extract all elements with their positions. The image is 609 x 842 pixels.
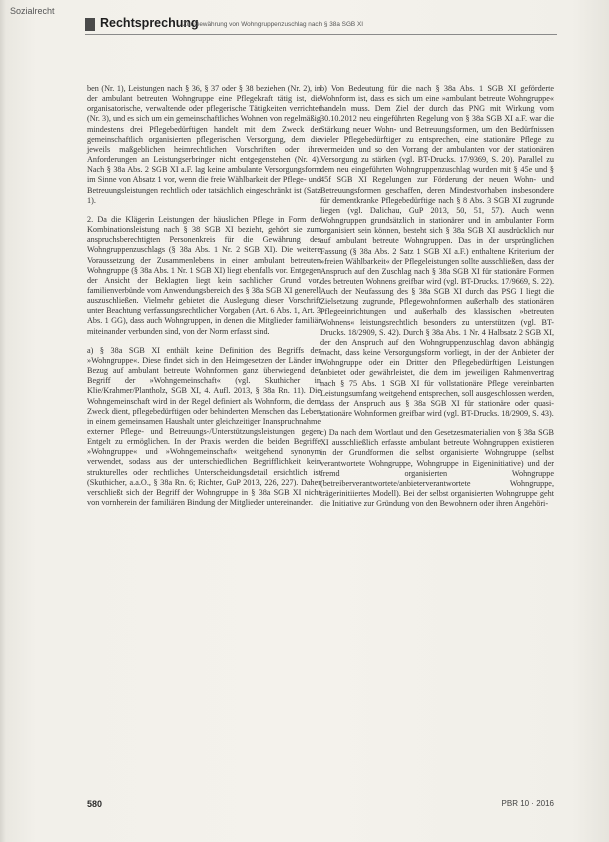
header-marker bbox=[85, 18, 95, 31]
paragraph: 2. Da die Klägerin Leistungen der häuslichen Pflege in Form der Kombinationsleistung nach § 38 SGB XI bezieht, gehört sie zum anspruchsberechtigten Personenkreis für die Gewährung des Wohngruppenzuschlags (§ 38a Abs. 1 Nr. 2 SGB XI). Die weitere Voraussetzung der Zusammenlebens in einer ambulant betreuten Wohngruppe (§ 38a Abs. 1 Nr. 1 SGB XI) liegt ebenfalls vor. Entgegen der Ansicht der Beklagten liegt kein sachlicher Grund vor, familienverbünde vom Anwendungsbereich des § 38a SGB XI generell auszuschließen. Vielmehr gebietet die Auslegung dieser Vorschrift unter Beachtung verfassungsrechtlicher Vorgaben (Art. 6 Abs. 1, Art. 3 Abs. 1 GG), dass auch Wohngruppen, in denen die Mitglieder familiär miteinander verbunden sind, von der Norm erfasst sind. bbox=[87, 214, 321, 336]
page-number: 580 bbox=[87, 799, 103, 809]
right-column bbox=[320, 84, 554, 518]
page-title: Rechtsprechung bbox=[100, 16, 199, 30]
paragraph: c) Da nach dem Wortlaut und den Gesetzesmaterialien von § 38a SGB XI ausschließlich erfasste ambulant betreute Wohngruppen existieren in der Grundformen die selbst organisierte Wohngruppe (selbst verantwortete Wohngruppe, Wohngruppe in Eigeninitiative) und der fremd organisierten Wohngruppe (betreiberverantwortete/anbieterverantwortete Wohngruppe, trägerinitiiertes Modell). Bei der selbst organisierten Wohngruppe geht die Initiative zur Gründung von den Bewohnern oder ihren Angehöri- bbox=[320, 428, 554, 509]
paragraph: a) § 38a SGB XI enthält keine Definition des Begriffs der »Wohngruppe«. Diese findet sich in den Heimgesetzen der Länder in Bezug auf ambulant betreute Wohnformen ganz überwiegend der Begriff der »Wohngemeinschaft« (vgl. Skuthicher in Klie/Krahmer/Plantholz, SGB XI, 4. Aufl. 2013, § 38a Rn. 11). Die Wohngemeinschaft wird in der Regel definiert als Wohnform, die dem Zweck dient, pflegebedürftigen oder behinderten Menschen das Leben in einem gemeinsamen Haushalt unter gleichzeitiger Inanspruchnahme externer Pflege- und Betreuungs-/Unterstützungsleistungen gegen Entgelt zu ermöglichen. In der Praxis werden die beiden Begriffe »Wohngruppe« und »Wohngemeinschaft« weitgehend synonym verwendet, sodass aus der unterschiedlichen Begrifflichkeit kein strukturelles oder rechtliches Unterscheidungsdetail ersichtlich ist (Skuthicher, a.a.O., § 38a Rn. 6; Richter, GuP 2013, 226, 227). Daher verschließt sich der Begriff der Wohngruppe in § 38a SGB XI nicht von vornherein der familiären Bindung der Mitglieder untereinander. bbox=[87, 345, 321, 508]
left-column bbox=[87, 84, 321, 517]
section-label: Sozialrecht bbox=[10, 6, 55, 16]
spine-shadow bbox=[0, 0, 6, 842]
paragraph: b) Von Bedeutung für die nach § 38a Abs. 1 SGB XI geförderte Wohnform ist, dass es sich um eine »ambulant betreute Wohngruppe« handeln muss. Dem Ziel der durch das PNG mit Wirkung vom 30.10.2012 neu eingeführten Regelung von § 38a SGB XI a.F. war die Stärkung neuer Wohn- und Betreuungsformen, um den Bedürfnissen vieler Pflegebedürftiger zu entsprechen, eine stationäre Pflege zu vermeiden und so den Vorrang der ambulanten vor der stationären Versorgung zu stärken (vgl. BT-Drucks. 17/9369, S. 20). Parallel zu dem neu eingeführten Wohngruppenzuschlag wurden mit § 45e und § 45f SGB XI Regelungen zur Förderung der neuen Wohn- und Betreuungsformen geschaffen, deren Mindestvorhaben insbesondere für dementkranke Pflegebedürftige nach § 8 Abs. 3 SGB XI zugrunde liegen (vgl. Dalichau, GuP 2013, 50, 51, 57). Auch wenn Wohngruppen grundsätzlich in stationärer und in ambulanter Form organisiert sein können, besteht sich § 38a SGB XI ausdrücklich nur auf ambulant betreute Wohngruppen. Das in der ursprünglichen Fassung (§ 38a Abs. 2 Satz 1 SGB XI a.F.) enthaltene Kriterium der »freien Wählbarkeit« der Pflegeleistungen sollte ausschließen, dass der Anspruch auf den Zuschlag nach § 38a SGB XI für stationäre Formen des betreuten Wohnens greifbar wird (vgl. BT-Drucks. 17/9669, S. 22). Auch der Neufassung des § 38a SGB XI durch das PSG I liegt die Zielsetzung zugrunde, Pflegewohnformen außerhalb des stationären Pflegeeinrichtungen und außerhalb des klassischen »betreuten Wohnens« leistungsrechtlich besonders zu unterstützen (vgl. BT-Drucks. 18/2909, S. 42). Durch § 38a Abs. 1 Nr. 4 Halbsatz 2 SGB XI, der den Anspruch auf den Wohngruppenzuschlag davon abhängig macht, dass keine Versorgungsform vorliegt, in der der Anbieter der Wohngruppe oder ein Dritter den Pflegebedürftigen Leistungen anbietet oder gewährleistet, die dem im jeweiligen Rahmenvertrag nach § 75 Abs. 1 SGB XI für vollstationäre Pflege vereinbarten Leistungsumfang weitgehend entsprechen, soll ausgeschlossen werden, dass der Anspruch aus § 38a SGB XI für stationäre oder quasi-stationäre Wohnformen greifbar wird (vgl. BT-Drucks. 18/2909, S. 43). bbox=[320, 84, 554, 418]
journal-reference: PBR 10 · 2016 bbox=[501, 799, 554, 808]
paragraph: ben (Nr. 1), Leistungen nach § 36, § 37 oder § 38 beziehen (Nr. 2), in der ambulant betreuten Wohngruppe eine Pflegekraft tätig ist, die organisatorische, verwaltende oder pflegerische Tätigkeiten verrichtet (Nr. 3), und es sich um ein gemeinschaftliches Wohnen von regelmäßig mindestens drei Pflegebedürftigen handelt mit dem Zweck der gemeinschaftlich organisierten pflegerischen Versorgung, dem die jeweils maßgeblichen heimrechtlichen Vorschriften oder ihre Anforderungen an Leistungserbringer nicht entgegenstehen (Nr. 4). Nach § 38a Abs. 2 SGB XI a.F. lag keine ambulante Versorgungsform im Sinne von Absatz 1 vor, wenn die freie Wählbarkeit der Pflege- und Betreuungsleistungen rechtlich oder tatsächlich eingeschränkt ist (Satz 1). bbox=[87, 84, 321, 205]
header-divider bbox=[85, 34, 557, 35]
page-subtitle: Zur Gewährung von Wohngruppenzuschlag nach § 38a SGB XI bbox=[183, 21, 363, 28]
